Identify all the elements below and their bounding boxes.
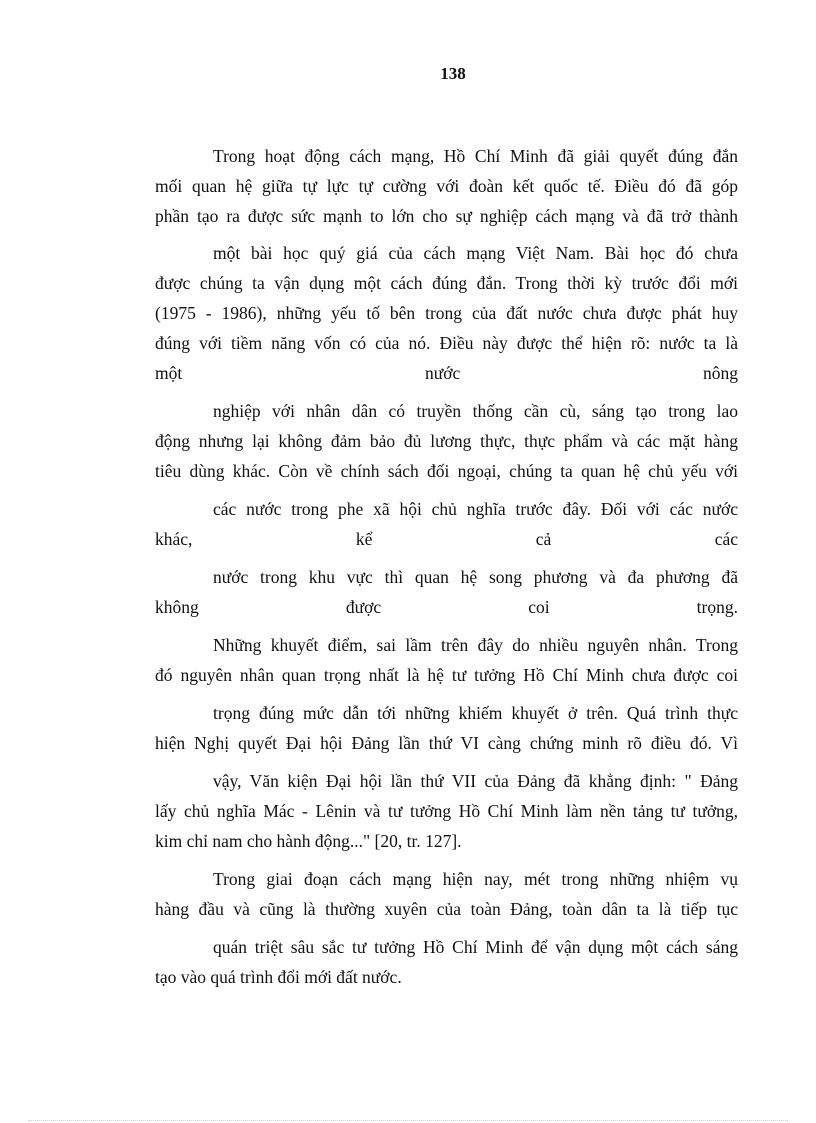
text-line: một nước nông bbox=[155, 363, 738, 383]
text-line: trọng đúng mức dẫn tới những khiếm khuyết ở trên. Quá trình thực bbox=[213, 703, 738, 723]
text-line: vậy, Văn kiện Đại hội lần thứ VII của Đảng đã khẳng định: " Đảng bbox=[213, 771, 738, 791]
text-line: không được coi trọng. bbox=[155, 597, 738, 617]
text-line: hiện Nghị quyết Đại hội Đảng lần thứ VI càng chứng minh rõ điều đó. Vì bbox=[155, 733, 738, 753]
text-line: nghiệp với nhân dân có truyền thống cần cù, sáng tạo trong lao bbox=[213, 401, 738, 421]
text-line: đó nguyên nhân quan trọng nhất là hệ tư tưởng Hồ Chí Minh chưa được coi bbox=[155, 665, 738, 685]
page-bottom-rule bbox=[28, 1120, 788, 1121]
text-line: tiêu dùng khác. Còn về chính sách đối ngoại, chúng ta quan hệ chủ yếu với bbox=[155, 461, 738, 481]
text-line: phần tạo ra được sức mạnh to lớn cho sự nghiệp cách mạng và đã trở thành bbox=[155, 206, 738, 226]
text-line: lấy chủ nghĩa Mác - Lênin và tư tưởng Hồ Chí Minh làm nền tảng tư tưởng, bbox=[155, 801, 738, 821]
text-line: tạo vào quá trình đổi mới đất nước. bbox=[155, 967, 402, 987]
text-line: Trong giai đoạn cách mạng hiện nay, mét trong những nhiệm vụ bbox=[213, 869, 738, 889]
text-line: (1975 - 1986), những yếu tố bên trong của đất nước chưa được phát huy bbox=[155, 303, 738, 323]
text-line: các nước trong phe xã hội chủ nghĩa trước đây. Đối với các nước bbox=[213, 499, 738, 519]
text-line: hàng đầu và cũng là thường xuyên của toàn Đảng, toàn dân ta là tiếp tục bbox=[155, 899, 738, 919]
page-number: 138 bbox=[440, 64, 466, 83]
text-line: kim chỉ nam cho hành động..." [20, tr. 127]. bbox=[155, 831, 462, 851]
text-line: nước trong khu vực thì quan hệ song phương và đa phương đã bbox=[213, 567, 738, 587]
text-line: quán triệt sâu sắc tư tưởng Hồ Chí Minh để vận dụng một cách sáng bbox=[213, 937, 738, 957]
text-line: Những khuyết điểm, sai lầm trên đây do nhiều nguyên nhân. Trong bbox=[213, 635, 738, 655]
text-line: mối quan hệ giữa tự lực tự cường với đoàn kết quốc tế. Điều đó đã góp bbox=[155, 176, 738, 196]
text-line: một bài học quý giá của cách mạng Việt Nam. Bài học đó chưa bbox=[213, 243, 738, 263]
text-line: đúng với tiềm năng vốn có của nó. Điều này được thể hiện rõ: nước ta là bbox=[155, 333, 738, 353]
text-line: được chúng ta vận dụng một cách đúng đắn. Trong thời kỳ trước đổi mới bbox=[155, 273, 738, 293]
text-line: động nhưng lại không đảm bảo đủ lương thực, thực phẩm và các mặt hàng bbox=[155, 431, 738, 451]
text-line: khác, kể cả các bbox=[155, 529, 738, 549]
text-line: Trong hoạt động cách mạng, Hồ Chí Minh đã giải quyết đúng đắn bbox=[213, 146, 738, 166]
